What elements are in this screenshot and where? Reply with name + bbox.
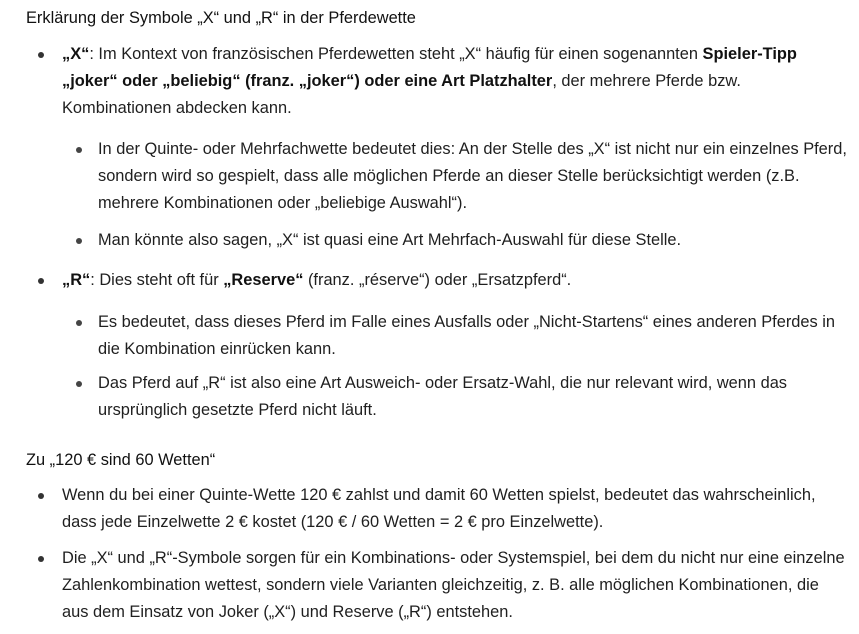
x-bold-definition: Spieler-Tipp „joker“ oder „beliebig“ (franz. „joker“) oder eine Art Platzhalter — [62, 45, 797, 90]
symbols-list-x — [36, 41, 846, 122]
bullet-icon — [76, 320, 82, 326]
x-sub-list-2 — [72, 227, 858, 254]
bullet-icon — [76, 147, 82, 153]
r-sub-list — [72, 309, 858, 363]
bullet-icon — [38, 278, 44, 284]
list-item — [36, 545, 846, 626]
bets-text-0: Wenn du bei einer Quinte-Wette 120 € zahlst und damit 60 Wetten spielst, bedeutet das wahrscheinlich, dass jede Einzelwette 2 € kostet (120 € / 60 Wetten = 2 € pro Einzelwette). — [62, 486, 816, 531]
list-item — [72, 309, 858, 363]
list-item — [72, 136, 858, 217]
bullet-icon — [38, 493, 44, 499]
bets-text-1: Die „X“ und „R“-Symbole sorgen für ein Kombinations- oder Systemspiel, bei dem du nicht nur eine einzelne Zahlenkombination wettest, sondern viele Varianten gleichzeitig, z. B. alle möglichen Kombinationen, die aus dem Einsatz von Joker („X“) und Reserve („R“) entstehen. — [62, 549, 845, 621]
x-sub-list — [72, 136, 858, 217]
r-sub-list-2 — [72, 370, 858, 424]
list-item — [72, 227, 858, 254]
symbols-list-r — [36, 267, 846, 294]
section-heading-symbols: Erklärung der Symbole „X“ und „R“ in der Pferdewette — [26, 9, 416, 27]
x-sub-text-1: Man könnte also sagen, „X“ ist quasi eine Art Mehrfach-Auswahl für diese Stelle. — [98, 231, 682, 249]
list-item — [36, 482, 846, 536]
term-r: „R“ — [62, 271, 91, 289]
list-item-x — [36, 41, 846, 122]
list-item-r — [36, 267, 846, 294]
r-bold-definition: „Reserve“ — [223, 271, 304, 289]
bullet-icon — [38, 52, 44, 58]
x-intro: : Im Kontext von französischen Pferdewetten steht „X“ häufig für einen sogenannten — [89, 45, 703, 63]
section-heading-bets: Zu „120 € sind 60 Wetten“ — [26, 451, 216, 469]
r-tail: (franz. „réserve“) oder „Ersatzpferd“. — [303, 271, 572, 289]
x-tail: , der mehrere Pferde bzw. Kombinationen abdecken kann. — [62, 72, 741, 117]
r-sub-text-0: Es bedeutet, dass dieses Pferd im Falle eines Ausfalls oder „Nicht-Startens“ eines anderen Pferdes in die Kombination einrücken kann. — [98, 313, 836, 358]
x-sub-text-0: In der Quinte- oder Mehrfachwette bedeutet dies: An der Stelle des „X“ ist nicht nur ein einzelnes Pferd, sondern wird so gespielt, dass alle möglichen Pferde an dieser Stelle berücksichtigt werden (z.B. mehrere Kombinationen oder „beliebige Auswahl“). — [98, 140, 847, 212]
bullet-icon — [76, 381, 82, 387]
r-sub-text-1: Das Pferd auf „R“ ist also eine Art Ausweich- oder Ersatz-Wahl, die nur relevant wird, wenn das ursprünglich gesetzte Pferd nicht läuft. — [98, 374, 788, 419]
term-x: „X“ — [62, 45, 90, 63]
list-item — [72, 370, 858, 424]
bets-list-1 — [36, 482, 846, 536]
bullet-icon — [76, 238, 82, 244]
bullet-icon — [38, 556, 44, 562]
bets-list-2 — [36, 545, 846, 626]
r-intro: : Dies steht oft für — [90, 271, 224, 289]
